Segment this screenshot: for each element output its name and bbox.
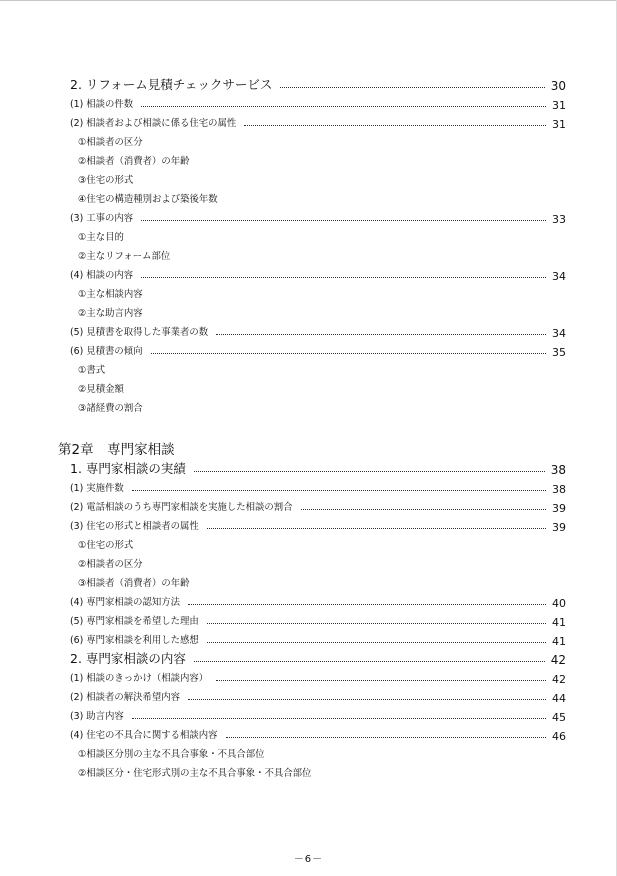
toc-entry-label: ①相談者の区分 (78, 137, 143, 148)
toc-entry-label: 2. 専門家相談の内容 (70, 651, 186, 666)
toc-dot-leader (141, 220, 546, 221)
toc-dot-leader (207, 528, 546, 529)
toc-entry (58, 359, 566, 378)
toc-entry (58, 629, 566, 648)
toc-entry-label: (4) 住宅の不具合に関する相談内容 (70, 730, 218, 741)
toc-dot-leader (207, 642, 546, 643)
toc-entry (58, 534, 566, 553)
toc-dot-leader (226, 737, 546, 738)
toc-entry (58, 458, 566, 477)
toc-entry (58, 74, 566, 93)
toc-entry-label: ②相談者の区分 (78, 559, 143, 570)
toc-entry (58, 150, 566, 169)
toc-entry (58, 762, 566, 781)
toc-entry (58, 648, 566, 667)
toc-entry-label: ②相談区分・住宅形式別の主な不具合事象・不具合部位 (78, 768, 312, 779)
toc-dot-leader (151, 353, 546, 354)
toc-page-number: 41 (552, 616, 566, 629)
toc-entry (58, 477, 566, 496)
toc-entry-label: (6) 見積書の傾向 (70, 346, 143, 357)
toc-entry-label: 1. 専門家相談の実績 (70, 461, 186, 476)
toc-entry (58, 226, 566, 245)
toc-page-number: 33 (552, 213, 566, 226)
toc-entry-label: ④住宅の構造種別および築後年数 (78, 194, 218, 205)
toc-entry (58, 131, 566, 150)
toc-entry (58, 724, 566, 743)
page-number: －6－ (293, 854, 324, 865)
toc-entry-label: ②見積金額 (78, 384, 124, 395)
toc-entry (58, 515, 566, 534)
toc-dot-leader (216, 334, 546, 335)
toc-entry (58, 686, 566, 705)
toc-entry-label: ②相談者（消費者）の年齢 (78, 156, 190, 167)
toc-entry (58, 245, 566, 264)
toc-entry-label: ③諸経費の割合 (78, 403, 143, 414)
toc-entry (58, 112, 566, 131)
toc-page-number: 42 (552, 673, 566, 686)
toc-page-number: 41 (552, 635, 566, 648)
toc-entry (58, 378, 566, 397)
toc-page-number: 38 (550, 463, 566, 477)
toc-page-number: 34 (552, 327, 566, 340)
toc-entry (58, 188, 566, 207)
toc-page-number: 30 (550, 79, 566, 93)
toc-entry-label: 第2章 専門家相談 (58, 442, 175, 458)
toc-entry-label: (2) 電話相談のうち専門家相談を実施した相談の割合 (70, 502, 293, 513)
toc-dot-leader (244, 125, 546, 126)
toc-entry-label: (4) 専門家相談の認知方法 (70, 597, 181, 608)
toc-page-number: 31 (552, 118, 566, 131)
toc-entry (58, 283, 566, 302)
toc-entry-label: (5) 専門家相談を希望した理由 (70, 616, 199, 627)
toc-page-number: 34 (552, 270, 566, 283)
toc-page-number: 45 (552, 711, 566, 724)
toc-dot-leader (194, 661, 545, 662)
toc-page-number: 31 (552, 99, 566, 112)
toc-entry (58, 496, 566, 515)
toc-dot-leader (207, 623, 546, 624)
toc-entry (58, 169, 566, 188)
toc-page-number: 42 (550, 653, 566, 667)
toc-entry (58, 610, 566, 629)
toc-dot-leader (188, 604, 546, 605)
toc-entry (58, 434, 566, 458)
toc-entry (58, 340, 566, 359)
table-of-contents (58, 74, 566, 781)
toc-entry-label: ②主な助言内容 (78, 308, 143, 319)
toc-entry (58, 705, 566, 724)
toc-page-number: 40 (552, 597, 566, 610)
toc-entry (58, 572, 566, 591)
toc-entry-label: (3) 助言内容 (70, 711, 124, 722)
toc-dot-leader (216, 680, 546, 681)
toc-entry-label: (3) 住宅の形式と相談者の属性 (70, 521, 199, 532)
toc-dot-leader (194, 471, 545, 472)
toc-entry (58, 591, 566, 610)
toc-entry-label: (6) 専門家相談を利用した感想 (70, 635, 199, 646)
toc-entry-label: (2) 相談者の解決希望内容 (70, 692, 181, 703)
toc-dot-leader (141, 277, 546, 278)
toc-page-number: 38 (552, 483, 566, 496)
toc-entry-label: (1) 相談のきっかけ（相談内容） (70, 673, 209, 684)
toc-page-number: 46 (552, 730, 566, 743)
toc-dot-leader (132, 718, 546, 719)
toc-entry (58, 207, 566, 226)
toc-page-number: 44 (552, 692, 566, 705)
toc-entry-label: (5) 見積書を取得した事業者の数 (70, 327, 209, 338)
toc-entry-label: ②主なリフォーム部位 (78, 251, 171, 262)
toc-entry-label: ①住宅の形式 (78, 540, 134, 551)
toc-entry (58, 667, 566, 686)
toc-entry (58, 302, 566, 321)
toc-entry-label: ①主な目的 (78, 232, 124, 243)
toc-entry (58, 93, 566, 112)
page-top-border (0, 0, 616, 1)
toc-dot-leader (141, 106, 546, 107)
toc-page-number: 39 (552, 521, 566, 534)
toc-entry-label: ③相談者（消費者）の年齢 (78, 578, 190, 589)
toc-dot-leader (280, 87, 544, 88)
toc-page-number: 39 (552, 502, 566, 515)
toc-entry-label: (3) 工事の内容 (70, 213, 134, 224)
toc-entry-label: ①主な相談内容 (78, 289, 143, 300)
toc-entry-label: ①相談区分別の主な不具合事象・不具合部位 (78, 749, 265, 760)
toc-dot-leader (301, 509, 546, 510)
toc-entry-label: (1) 相談の件数 (70, 99, 134, 110)
toc-entry (58, 743, 566, 762)
toc-dot-leader (188, 699, 546, 700)
toc-entry-label: (1) 実施件数 (70, 483, 124, 494)
toc-entry (58, 264, 566, 283)
toc-entry (58, 553, 566, 572)
toc-entry-label: ①書式 (78, 365, 106, 376)
toc-entry (58, 397, 566, 416)
toc-page-number: 35 (552, 346, 566, 359)
toc-entry-label: 2. リフォーム見積チェックサービス (70, 77, 273, 92)
toc-entry-label: ③住宅の形式 (78, 175, 134, 186)
toc-entry-label: (2) 相談者および相談に係る住宅の属性 (70, 118, 237, 129)
toc-entry-label: (4) 相談の内容 (70, 270, 134, 281)
toc-entry (58, 321, 566, 340)
toc-dot-leader (132, 490, 546, 491)
